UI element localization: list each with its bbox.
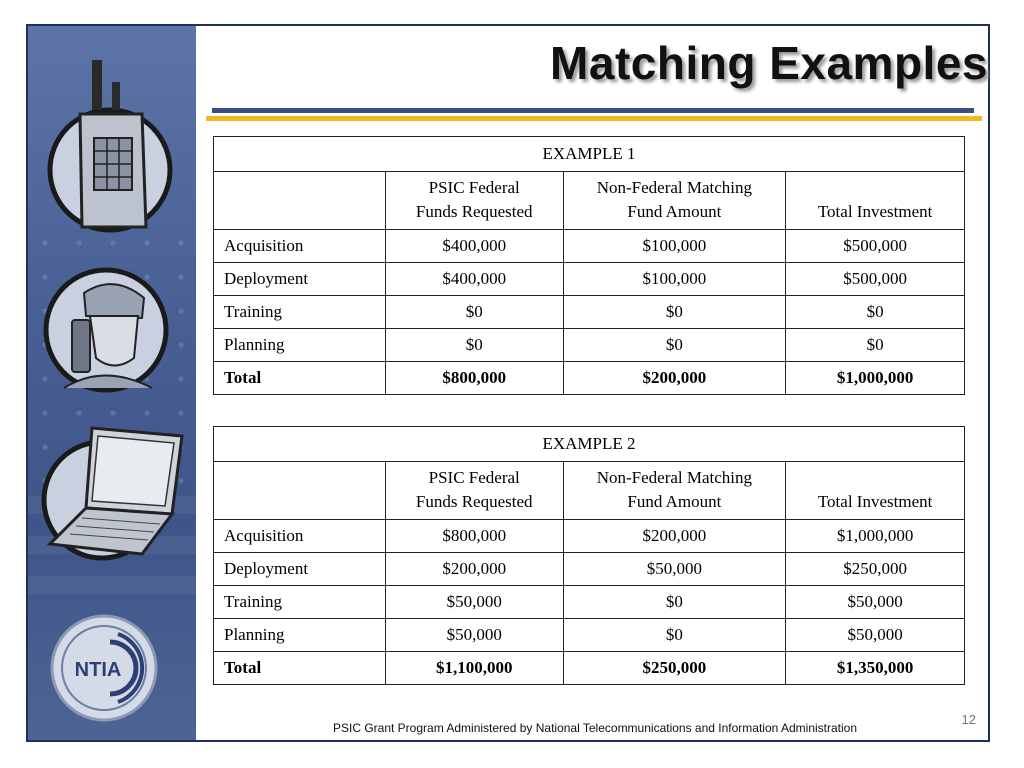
- table-cell: $500,000: [786, 230, 965, 263]
- row-label: Total: [214, 652, 386, 685]
- ntia-seal-icon: [48, 612, 160, 724]
- table-cell: $250,000: [786, 553, 965, 586]
- table-cell: $0: [385, 296, 563, 329]
- table-cell: $0: [563, 586, 786, 619]
- example-1-table: [213, 136, 965, 395]
- header-line: Funds Requested: [415, 492, 533, 511]
- table-row: [214, 586, 965, 619]
- table-cell: $50,000: [786, 586, 965, 619]
- header-cell: [786, 462, 965, 520]
- table-title: EXAMPLE 2: [214, 427, 965, 462]
- table-cell: $50,000: [385, 586, 563, 619]
- flag-stripe: [28, 576, 196, 594]
- table-cell: $500,000: [786, 263, 965, 296]
- table-title: EXAMPLE 1: [214, 137, 965, 172]
- table-cell: $400,000: [385, 230, 563, 263]
- header-line: Non-Federal Matching: [596, 468, 753, 487]
- table-cell: $50,000: [786, 619, 965, 652]
- header-line: PSIC Federal: [428, 178, 520, 197]
- table-cell: $200,000: [563, 520, 786, 553]
- table-cell: $0: [786, 296, 965, 329]
- table-cell: $0: [385, 329, 563, 362]
- header-cell: [563, 172, 786, 230]
- table-cell: $50,000: [563, 553, 786, 586]
- svg-text:NTIA: NTIA: [74, 659, 122, 681]
- header-line: PSIC Federal: [428, 468, 520, 487]
- table-cell: $0: [563, 296, 786, 329]
- header-line: Funds Requested: [415, 202, 533, 221]
- row-label: Deployment: [214, 553, 386, 586]
- table-cell: $0: [563, 329, 786, 362]
- table-row: [214, 263, 965, 296]
- table-cell: $800,000: [385, 520, 563, 553]
- header-line: Total Investment: [817, 492, 933, 511]
- table-cell: $1,000,000: [786, 520, 965, 553]
- table-cell: $1,100,000: [385, 652, 563, 685]
- row-label: Acquisition: [214, 230, 386, 263]
- header-cell-empty: [214, 172, 386, 230]
- header-cell: [786, 172, 965, 230]
- header-row: [214, 462, 965, 520]
- footer-text: PSIC Grant Program Administered by National Telecommunications and Information Administration: [332, 721, 858, 735]
- header-cell: [563, 462, 786, 520]
- header-line: Fund Amount: [627, 492, 722, 511]
- row-label: Planning: [214, 329, 386, 362]
- total-row: [214, 362, 965, 395]
- row-label: Planning: [214, 619, 386, 652]
- table-row: [214, 296, 965, 329]
- table-cell: $250,000: [563, 652, 786, 685]
- title-rule-blue: [212, 108, 974, 113]
- header-cell: [385, 462, 563, 520]
- laptop-icon: [32, 418, 196, 568]
- header-row: [214, 172, 965, 230]
- table-cell: $1,350,000: [786, 652, 965, 685]
- row-label: Deployment: [214, 263, 386, 296]
- header-line: Non-Federal Matching: [596, 178, 753, 197]
- header-line: Total Investment: [817, 202, 933, 221]
- table-row: [214, 230, 965, 263]
- table-cell: $200,000: [563, 362, 786, 395]
- row-label: Acquisition: [214, 520, 386, 553]
- table-cell: $100,000: [563, 263, 786, 296]
- table-cell: $800,000: [385, 362, 563, 395]
- header-cell-empty: [214, 462, 386, 520]
- table-cell: $0: [563, 619, 786, 652]
- total-row: [214, 652, 965, 685]
- soldier-phone-icon: [34, 258, 184, 408]
- table-cell: $0: [786, 329, 965, 362]
- table-row: [214, 553, 965, 586]
- sidebar-graphic: [28, 26, 196, 740]
- table-row: [214, 329, 965, 362]
- slide-title: Matching Examples: [550, 37, 988, 89]
- header-line: Fund Amount: [627, 202, 722, 221]
- table-cell: $1,000,000: [786, 362, 965, 395]
- row-label: Total: [214, 362, 386, 395]
- table-cell: $100,000: [563, 230, 786, 263]
- radio-icon: [42, 52, 182, 242]
- table-row: [214, 619, 965, 652]
- table-cell: $200,000: [385, 553, 563, 586]
- table-row: [214, 520, 965, 553]
- title-rule-gold: [206, 116, 982, 121]
- header-cell: [385, 172, 563, 230]
- row-label: Training: [214, 586, 386, 619]
- table-cell: $50,000: [385, 619, 563, 652]
- table-cell: $400,000: [385, 263, 563, 296]
- example-2-table: [213, 426, 965, 685]
- row-label: Training: [214, 296, 386, 329]
- page-number: 12: [961, 712, 976, 727]
